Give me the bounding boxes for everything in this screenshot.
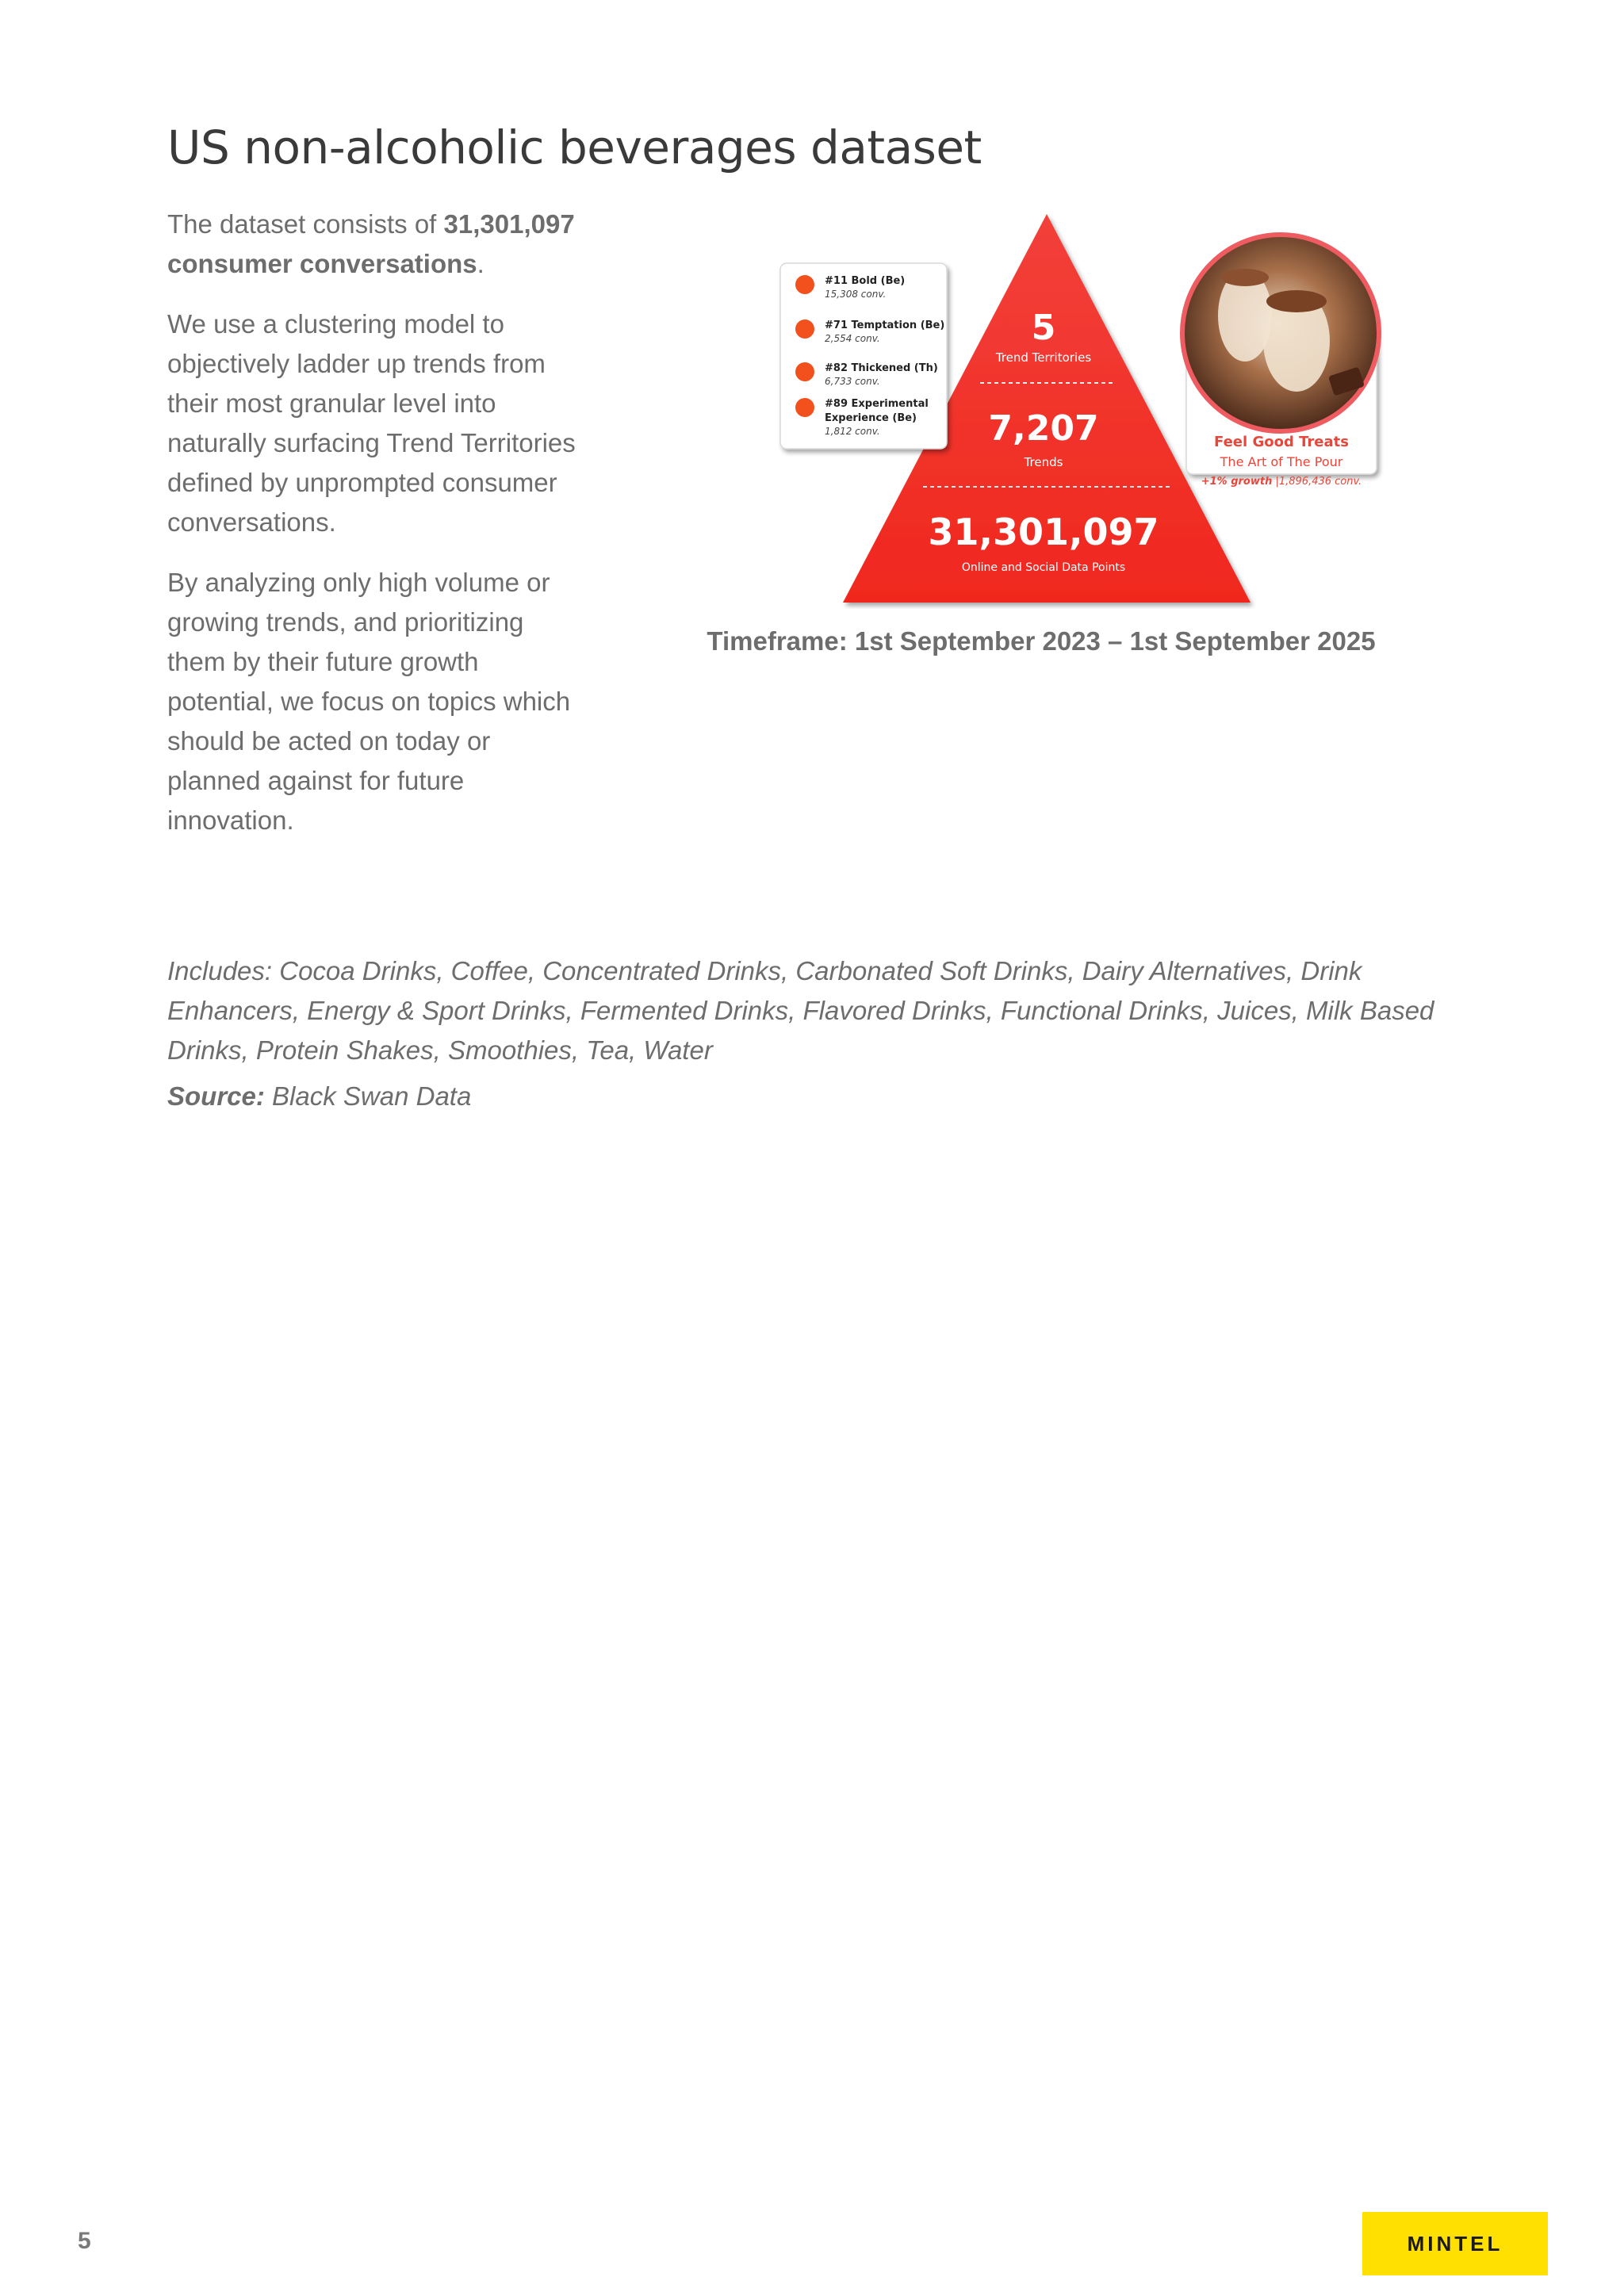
dessert-cocoa-top [1221, 269, 1269, 286]
trend-dot-icon [795, 398, 814, 417]
tier-trends-label: Trends [1024, 455, 1063, 469]
includes-list: Includes: Cocoa Drinks, Coffee, Concentrated Drinks, Carbonated Soft Drinks, Dairy Alternatives, Drink Enhancers, Energy & Sport Drinks, Fermented Drinks, Flavored Drinks, Functional Drinks, Juices, Milk Based Drinks, Protein Shakes, Smoothies, Tea, Water [167, 956, 1434, 1065]
territory-conv: 1,896,436 conv. [1278, 476, 1362, 488]
micro-trend-conv: 15,308 conv. [825, 289, 887, 300]
mintel-logo [1362, 2212, 1548, 2275]
dataset-pyramid-graphic [769, 205, 1396, 609]
trend-dot-icon [795, 320, 814, 339]
territory-separator: | [1272, 476, 1279, 488]
territory-title: Feel Good Treats [1214, 434, 1349, 450]
dessert-cocoa-top [1266, 290, 1327, 312]
micro-trend-conv: 2,554 conv. [825, 333, 880, 344]
source-label: Source: [167, 1081, 265, 1111]
tier-datapoints-label: Online and Social Data Points [961, 561, 1126, 574]
micro-trend-conv: 6,733 conv. [825, 376, 880, 387]
source-line [167, 1077, 471, 1116]
micro-trend-name: #82 Thickened (Th) [825, 362, 938, 374]
page-title: US non-alcoholic beverages dataset [167, 121, 982, 174]
mintel-logo-text: MINTEL [1407, 2231, 1503, 2256]
intro-paragraph [167, 205, 580, 284]
tier-territories-value: 5 [1031, 308, 1056, 348]
intro-suffix: . [477, 249, 485, 278]
intro-bold: 31,301,097 consumer conversations [167, 209, 575, 278]
trend-dot-icon [795, 362, 814, 381]
timeframe-caption: Timeframe: 1st September 2023 – 1st September 2025 [707, 626, 1376, 656]
micro-trend-name: #89 Experimental [825, 398, 929, 410]
page-number: 5 [78, 2228, 91, 2254]
tier-datapoints-value: 31,301,097 [928, 511, 1159, 553]
clustering-paragraph: We use a clustering model to objectively ladder up trends from their most granular level into naturally surfacing Trend Territories defined by unprompted consumer conversations. [167, 309, 576, 537]
prioritizing-paragraph: By analyzing only high volume or growing trends, and prioritizing them by their future growth potential, we focus on topics which should be acted on today or planned against for future innovation. [167, 568, 571, 835]
tier-trends-value: 7,207 [988, 408, 1099, 449]
intro-prefix: The dataset consists of [167, 209, 444, 239]
micro-trend-name: Experience (Be) [825, 412, 917, 424]
tier-territories-label: Trend Territories [995, 350, 1092, 365]
description-column [167, 205, 580, 861]
territory-subtitle: The Art of The Pour [1220, 454, 1343, 469]
territory-growth: +1% growth [1201, 476, 1273, 488]
trend-dot-icon [795, 275, 814, 294]
territory-stats [1201, 476, 1362, 488]
source-value: Black Swan Data [264, 1081, 472, 1111]
micro-trend-conv: 1,812 conv. [825, 426, 880, 437]
micro-trend-name: #71 Temptation (Be) [825, 320, 945, 331]
micro-trend-name: #11 Bold (Be) [825, 275, 906, 287]
